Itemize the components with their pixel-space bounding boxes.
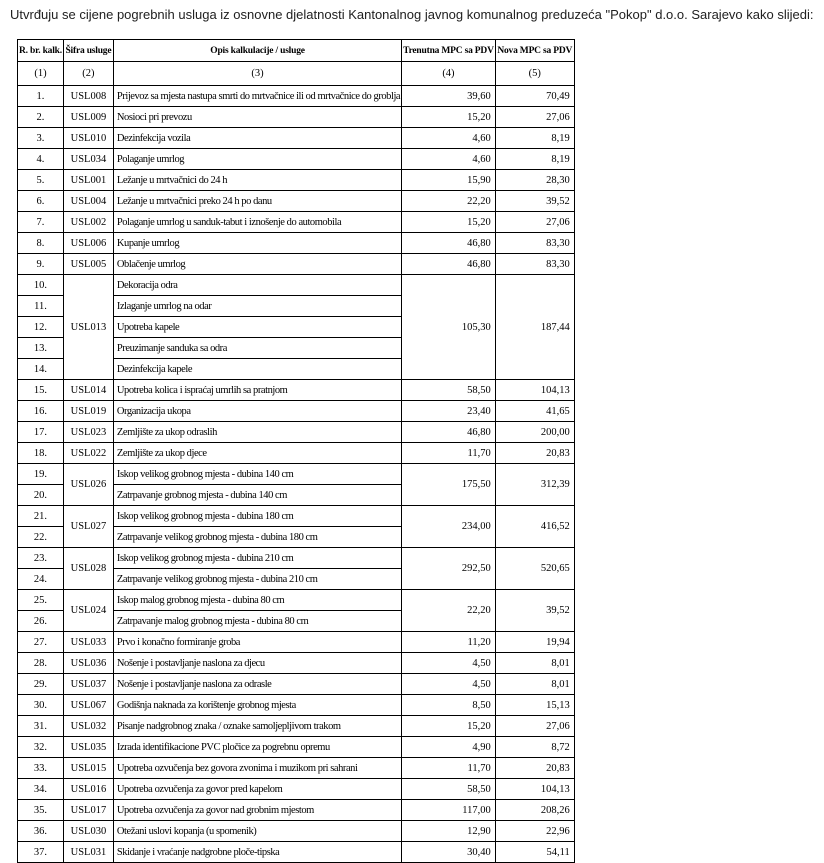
row-number-cell: 27. bbox=[18, 632, 64, 653]
new-price-cell: 312,39 bbox=[495, 464, 574, 506]
description-cell: Zemljište za ukop djece bbox=[113, 443, 401, 464]
table-body bbox=[18, 86, 575, 863]
table-row bbox=[18, 737, 575, 758]
description-cell: Zemljište za ukop odraslih bbox=[113, 422, 401, 443]
table-row bbox=[18, 254, 575, 275]
table-row bbox=[18, 86, 575, 107]
description-cell: Zatrpavanje velikog grobnog mjesta - dubina 210 cm bbox=[113, 569, 401, 590]
table-row bbox=[18, 800, 575, 821]
description-cell: Kupanje umrlog bbox=[113, 233, 401, 254]
row-number-cell: 34. bbox=[18, 779, 64, 800]
new-price-cell: 15,13 bbox=[495, 695, 574, 716]
table-row bbox=[18, 191, 575, 212]
document-title: Utvrđuju se cijene pogrebnih usluga iz osnovne djelatnosti Kantonalnog javnog komunalnog preduzeća "Pokop" d.o.o. Sarajevo kako slijedi: bbox=[10, 7, 814, 22]
service-code-cell: USL013 bbox=[63, 275, 113, 380]
new-price-cell: 104,13 bbox=[495, 380, 574, 401]
table-row bbox=[18, 107, 575, 128]
current-price-cell: 11,70 bbox=[402, 443, 496, 464]
current-price-cell: 46,80 bbox=[402, 233, 496, 254]
row-number-cell: 35. bbox=[18, 800, 64, 821]
current-price-cell: 4,60 bbox=[402, 149, 496, 170]
new-price-cell: 104,13 bbox=[495, 779, 574, 800]
service-code-cell: USL027 bbox=[63, 506, 113, 548]
description-cell: Iskop malog grobnog mjesta - dubina 80 cm bbox=[113, 590, 401, 611]
row-number-cell: 26. bbox=[18, 611, 64, 632]
service-code-cell: USL005 bbox=[63, 254, 113, 275]
current-price-cell: 8,50 bbox=[402, 695, 496, 716]
current-price-cell: 15,90 bbox=[402, 170, 496, 191]
current-price-cell: 11,70 bbox=[402, 758, 496, 779]
column-number-4: (4) bbox=[402, 62, 496, 86]
new-price-cell: 39,52 bbox=[495, 590, 574, 632]
current-price-cell: 15,20 bbox=[402, 212, 496, 233]
new-price-cell: 8,19 bbox=[495, 128, 574, 149]
current-price-cell: 175,50 bbox=[402, 464, 496, 506]
new-price-cell: 20,83 bbox=[495, 758, 574, 779]
new-price-cell: 83,30 bbox=[495, 254, 574, 275]
new-price-cell: 8,72 bbox=[495, 737, 574, 758]
current-price-cell: 15,20 bbox=[402, 107, 496, 128]
current-price-cell: 22,20 bbox=[402, 590, 496, 632]
description-cell: Dezinfekcija vozila bbox=[113, 128, 401, 149]
description-cell: Upotreba ozvučenja za govor nad grobnim mjestom bbox=[113, 800, 401, 821]
current-price-cell: 117,00 bbox=[402, 800, 496, 821]
description-cell: Organizacija ukopa bbox=[113, 401, 401, 422]
description-cell: Nošenje i postavljanje naslona za djecu bbox=[113, 653, 401, 674]
service-code-cell: USL033 bbox=[63, 632, 113, 653]
price-table bbox=[17, 39, 575, 863]
service-code-cell: USL035 bbox=[63, 737, 113, 758]
service-code-cell: USL028 bbox=[63, 548, 113, 590]
service-code-cell: USL001 bbox=[63, 170, 113, 191]
service-code-cell: USL030 bbox=[63, 821, 113, 842]
new-price-cell: 208,26 bbox=[495, 800, 574, 821]
header-new-price: Nova MPC sa PDV bbox=[495, 40, 574, 62]
new-price-cell: 83,30 bbox=[495, 233, 574, 254]
description-cell: Upotreba ozvučenja bez govora zvonima i muzikom pri sahrani bbox=[113, 758, 401, 779]
row-number-cell: 3. bbox=[18, 128, 64, 149]
current-price-cell: 11,20 bbox=[402, 632, 496, 653]
table-row bbox=[18, 464, 575, 485]
header-service-code: Šifra usluge bbox=[63, 40, 113, 62]
column-number-5: (5) bbox=[495, 62, 574, 86]
current-price-cell: 39,60 bbox=[402, 86, 496, 107]
description-cell: Nošenje i postavljanje naslona za odrasle bbox=[113, 674, 401, 695]
current-price-cell: 46,80 bbox=[402, 254, 496, 275]
current-price-cell: 22,20 bbox=[402, 191, 496, 212]
service-code-cell: USL024 bbox=[63, 590, 113, 632]
current-price-cell: 4,60 bbox=[402, 128, 496, 149]
table-row bbox=[18, 212, 575, 233]
description-cell: Upotreba kolica i ispraćaj umrlih sa pratnjom bbox=[113, 380, 401, 401]
row-number-cell: 6. bbox=[18, 191, 64, 212]
service-code-cell: USL017 bbox=[63, 800, 113, 821]
description-cell: Zatrpavanje malog grobnog mjesta - dubina 80 cm bbox=[113, 611, 401, 632]
row-number-cell: 37. bbox=[18, 842, 64, 863]
table-row bbox=[18, 842, 575, 863]
table-row bbox=[18, 695, 575, 716]
column-number-2: (2) bbox=[63, 62, 113, 86]
row-number-cell: 22. bbox=[18, 527, 64, 548]
row-number-cell: 32. bbox=[18, 737, 64, 758]
row-number-cell: 11. bbox=[18, 296, 64, 317]
new-price-cell: 27,06 bbox=[495, 716, 574, 737]
row-number-cell: 14. bbox=[18, 359, 64, 380]
current-price-cell: 4,90 bbox=[402, 737, 496, 758]
new-price-cell: 27,06 bbox=[495, 107, 574, 128]
row-number-cell: 33. bbox=[18, 758, 64, 779]
description-cell: Iskop velikog grobnog mjesta - dubina 180 cm bbox=[113, 506, 401, 527]
row-number-cell: 10. bbox=[18, 275, 64, 296]
description-cell: Skidanje i vraćanje nadgrobne ploče-tipska bbox=[113, 842, 401, 863]
description-cell: Prvo i konačno formiranje groba bbox=[113, 632, 401, 653]
new-price-cell: 8,01 bbox=[495, 653, 574, 674]
new-price-cell: 28,30 bbox=[495, 170, 574, 191]
service-code-cell: USL037 bbox=[63, 674, 113, 695]
column-number-3: (3) bbox=[113, 62, 401, 86]
row-number-cell: 28. bbox=[18, 653, 64, 674]
service-code-cell: USL034 bbox=[63, 149, 113, 170]
table-row bbox=[18, 380, 575, 401]
table-header bbox=[18, 40, 575, 86]
row-number-cell: 1. bbox=[18, 86, 64, 107]
table-row bbox=[18, 275, 575, 296]
description-cell: Izrada identifikacione PVC pločice za pogrebnu opremu bbox=[113, 737, 401, 758]
description-cell: Godišnja naknada za korištenje grobnog mjesta bbox=[113, 695, 401, 716]
description-cell: Ležanje u mrtvačnici do 24 h bbox=[113, 170, 401, 191]
table-row bbox=[18, 401, 575, 422]
current-price-cell: 4,50 bbox=[402, 653, 496, 674]
row-number-cell: 8. bbox=[18, 233, 64, 254]
table-row bbox=[18, 779, 575, 800]
row-number-cell: 12. bbox=[18, 317, 64, 338]
current-price-cell: 23,40 bbox=[402, 401, 496, 422]
new-price-cell: 200,00 bbox=[495, 422, 574, 443]
description-cell: Otežani uslovi kopanja (u spomenik) bbox=[113, 821, 401, 842]
table-row bbox=[18, 716, 575, 737]
service-code-cell: USL031 bbox=[63, 842, 113, 863]
new-price-cell: 416,52 bbox=[495, 506, 574, 548]
table-row bbox=[18, 590, 575, 611]
current-price-cell: 30,40 bbox=[402, 842, 496, 863]
service-code-cell: USL032 bbox=[63, 716, 113, 737]
table-row bbox=[18, 632, 575, 653]
description-cell: Upotreba ozvučenja za govor pred kapelom bbox=[113, 779, 401, 800]
table-row bbox=[18, 821, 575, 842]
header-current-price: Trenutna MPC sa PDV bbox=[402, 40, 496, 62]
row-number-cell: 4. bbox=[18, 149, 64, 170]
service-code-cell: USL004 bbox=[63, 191, 113, 212]
row-number-cell: 23. bbox=[18, 548, 64, 569]
row-number-cell: 2. bbox=[18, 107, 64, 128]
description-cell: Zatrpavanje grobnog mjesta - dubina 140 cm bbox=[113, 485, 401, 506]
table-row bbox=[18, 233, 575, 254]
row-number-cell: 36. bbox=[18, 821, 64, 842]
table-row bbox=[18, 758, 575, 779]
new-price-cell: 70,49 bbox=[495, 86, 574, 107]
row-number-cell: 25. bbox=[18, 590, 64, 611]
description-cell: Oblačenje umrlog bbox=[113, 254, 401, 275]
service-code-cell: USL019 bbox=[63, 401, 113, 422]
description-cell: Pisanje nadgrobnog znaka / oznake samoljepljivom trakom bbox=[113, 716, 401, 737]
service-code-cell: USL023 bbox=[63, 422, 113, 443]
service-code-cell: USL016 bbox=[63, 779, 113, 800]
service-code-cell: USL008 bbox=[63, 86, 113, 107]
new-price-cell: 520,65 bbox=[495, 548, 574, 590]
service-code-cell: USL006 bbox=[63, 233, 113, 254]
row-number-cell: 29. bbox=[18, 674, 64, 695]
description-cell: Iskop velikog grobnog mjesta - dubina 210 cm bbox=[113, 548, 401, 569]
row-number-cell: 18. bbox=[18, 443, 64, 464]
new-price-cell: 8,19 bbox=[495, 149, 574, 170]
service-code-cell: USL067 bbox=[63, 695, 113, 716]
row-number-cell: 13. bbox=[18, 338, 64, 359]
row-number-cell: 20. bbox=[18, 485, 64, 506]
table-row bbox=[18, 653, 575, 674]
service-code-cell: USL022 bbox=[63, 443, 113, 464]
table-row bbox=[18, 128, 575, 149]
header-row bbox=[18, 40, 575, 62]
service-code-cell: USL009 bbox=[63, 107, 113, 128]
table-row bbox=[18, 149, 575, 170]
document-page bbox=[0, 7, 824, 863]
column-number-row bbox=[18, 62, 575, 86]
description-cell: Ležanje u mrtvačnici preko 24 h po danu bbox=[113, 191, 401, 212]
table-row bbox=[18, 548, 575, 569]
description-cell: Polaganje umrlog bbox=[113, 149, 401, 170]
new-price-cell: 27,06 bbox=[495, 212, 574, 233]
new-price-cell: 41,65 bbox=[495, 401, 574, 422]
description-cell: Dekoracija odra bbox=[113, 275, 401, 296]
column-number-1: (1) bbox=[18, 62, 64, 86]
new-price-cell: 19,94 bbox=[495, 632, 574, 653]
current-price-cell: 12,90 bbox=[402, 821, 496, 842]
description-cell: Iskop velikog grobnog mjesta - dubina 140 cm bbox=[113, 464, 401, 485]
description-cell: Preuzimanje sanduka sa odra bbox=[113, 338, 401, 359]
table-row bbox=[18, 443, 575, 464]
current-price-cell: 15,20 bbox=[402, 716, 496, 737]
service-code-cell: USL010 bbox=[63, 128, 113, 149]
table-row bbox=[18, 674, 575, 695]
description-cell: Upotreba kapele bbox=[113, 317, 401, 338]
new-price-cell: 22,96 bbox=[495, 821, 574, 842]
row-number-cell: 16. bbox=[18, 401, 64, 422]
row-number-cell: 17. bbox=[18, 422, 64, 443]
current-price-cell: 4,50 bbox=[402, 674, 496, 695]
description-cell: Nosioci pri prevozu bbox=[113, 107, 401, 128]
header-row-number: R. br. kalk. bbox=[18, 40, 64, 62]
table-row bbox=[18, 422, 575, 443]
current-price-cell: 105,30 bbox=[402, 275, 496, 380]
description-cell: Zatrpavanje velikog grobnog mjesta - dubina 180 cm bbox=[113, 527, 401, 548]
row-number-cell: 31. bbox=[18, 716, 64, 737]
current-price-cell: 46,80 bbox=[402, 422, 496, 443]
row-number-cell: 9. bbox=[18, 254, 64, 275]
current-price-cell: 58,50 bbox=[402, 779, 496, 800]
row-number-cell: 30. bbox=[18, 695, 64, 716]
row-number-cell: 15. bbox=[18, 380, 64, 401]
row-number-cell: 19. bbox=[18, 464, 64, 485]
current-price-cell: 58,50 bbox=[402, 380, 496, 401]
row-number-cell: 21. bbox=[18, 506, 64, 527]
service-code-cell: USL002 bbox=[63, 212, 113, 233]
description-cell: Polaganje umrlog u sanduk-tabut i iznošenje do automobila bbox=[113, 212, 401, 233]
new-price-cell: 8,01 bbox=[495, 674, 574, 695]
table-row bbox=[18, 170, 575, 191]
description-cell: Izlaganje umrlog na odar bbox=[113, 296, 401, 317]
new-price-cell: 54,11 bbox=[495, 842, 574, 863]
current-price-cell: 292,50 bbox=[402, 548, 496, 590]
new-price-cell: 39,52 bbox=[495, 191, 574, 212]
row-number-cell: 24. bbox=[18, 569, 64, 590]
service-code-cell: USL036 bbox=[63, 653, 113, 674]
row-number-cell: 7. bbox=[18, 212, 64, 233]
service-code-cell: USL015 bbox=[63, 758, 113, 779]
header-description: Opis kalkulacije / usluge bbox=[113, 40, 401, 62]
table-row bbox=[18, 506, 575, 527]
current-price-cell: 234,00 bbox=[402, 506, 496, 548]
row-number-cell: 5. bbox=[18, 170, 64, 191]
new-price-cell: 20,83 bbox=[495, 443, 574, 464]
new-price-cell: 187,44 bbox=[495, 275, 574, 380]
service-code-cell: USL014 bbox=[63, 380, 113, 401]
service-code-cell: USL026 bbox=[63, 464, 113, 506]
description-cell: Dezinfekcija kapele bbox=[113, 359, 401, 380]
description-cell: Prijevoz sa mjesta nastupa smrti do mrtvačnice ili od mrtvačnice do groblja bbox=[113, 86, 401, 107]
